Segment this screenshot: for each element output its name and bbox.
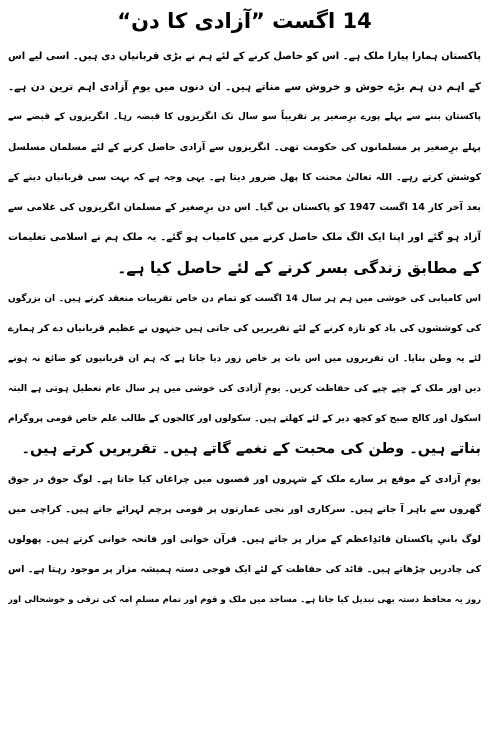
text-line: کے مطابق زندگی بسر کرنے کے لئے حاصل کیا ہے۔ [117, 259, 481, 278]
text-line: دیں اور ملک کے چپے چپے کی حفاظت کریں۔ یومِ آزادی کی خوشی میں ہر سال عام تعطیل ہوتی ہے البتہ [8, 384, 481, 395]
text-line: روز یہ محافظ دستہ بھی تبدیل کیا جاتا ہے۔ مساجد میں ملک و قوم اور تمام مسلمِ امہ کی ترقی و خوشحالی اور [8, 595, 481, 606]
text-line: آزاد ہو گئے اور اپنا ایک الگ ملک حاصل کرنے میں کامیاب ہو گئے۔ یہ ملک ہم نے اسلامی تعلیمات [8, 232, 481, 244]
text-line: یومِ آزادی کے موقع پر سارے ملک کے شہروں اور قصبوں میں چراغاں کیا جاتا ہے۔ لوگ جوق در جوق [8, 473, 481, 485]
page-title: 14 اگست ”آزادی کا دن“ [117, 9, 372, 33]
text-line: لئے یہ وطن بنایا۔ ان تقریروں میں اس بات پر خاص زور دیا جاتا ہے کہ ہم ان قربانیوں کو ضائع نہ ہونے [8, 353, 481, 364]
text-line: اسکول اور کالج صبح کو کچھ دیر کے لئے کھلتے ہیں۔ سکولوں اور کالجوں کے طالب علم خاص قومی پروگرام [8, 414, 481, 425]
text-line: پاکستان بننے سے پہلے پورے برِصغیر پر تقریباً سو سال تک انگریزوں کا قبضہ رہا۔ انگریزوں کے قبضے سے [8, 112, 481, 123]
text-line: کوشش کرتے رہے۔ اللہ تعالیٰ محنت کا پھل ضرور دیتا ہے۔ یہی وجہ ہے کہ بہت سی قربانیاں دینے کے [8, 171, 481, 183]
text-line: گھروں سے باہر آ جاتے ہیں۔ سرکاری اور نجی عمارتوں پر قومی پرچم لہرائے جاتے ہیں۔ کراچی میں [8, 503, 481, 515]
text-line: بعد آخر کار 14 اگست 1947 کو پاکستان بن گیا۔ اس دن برِصغیر کے مسلمان انگریزوں کی غلامی سے [8, 201, 481, 213]
text-line: لوگ بانیِ پاکستان قائدِاعظم کے مزار پر جاتے ہیں۔ قرآن خوانی اور فاتحہ خوانی کرتے ہیں۔ پھولوں [8, 534, 481, 545]
text-line: کے اہم دن ہم بڑے جوش و خروش سے مناتے ہیں۔ ان دنوں میں یومِ آزادی اہم ترین دن ہے۔ [8, 81, 481, 94]
text-line: کی چادریں چڑھاتے ہیں۔ قائد کی حفاظت کے لئے ایک فوجی دستہ ہمیشہ مزار پر موجود رہتا ہے۔ اس [8, 564, 481, 576]
text-line: اس کامیابی کی خوشی میں ہم ہر سال 14 اگست کو تمام دن خاص تقریبات منعقد کرتے ہیں۔ ان بزرگوں [8, 293, 481, 304]
text-line: بناتے ہیں۔ وطن کی محبت کے نغمے گاتے ہیں۔ تقریریں کرتے ہیں۔ [21, 441, 481, 458]
text-line: پہلے برِصغیر پر مسلمانوں کی حکومت تھی۔ انگریزوں سے آزادی حاصل کرنے کے لئے مسلمان مسلسل [8, 141, 481, 153]
text-line: پاکستان ہمارا پیارا ملک ہے۔ اس کو حاصل کرنے کے لئے ہم نے بڑی قربانیاں دی ہیں۔ اسی لیے اس [8, 51, 481, 62]
text-line: کی کوششوں کی یاد کو تازہ کرنے کے لئے تقریریں کی جاتی ہیں جنہوں نے عظیم قربانیاں دے کر ہمارے [8, 322, 481, 334]
